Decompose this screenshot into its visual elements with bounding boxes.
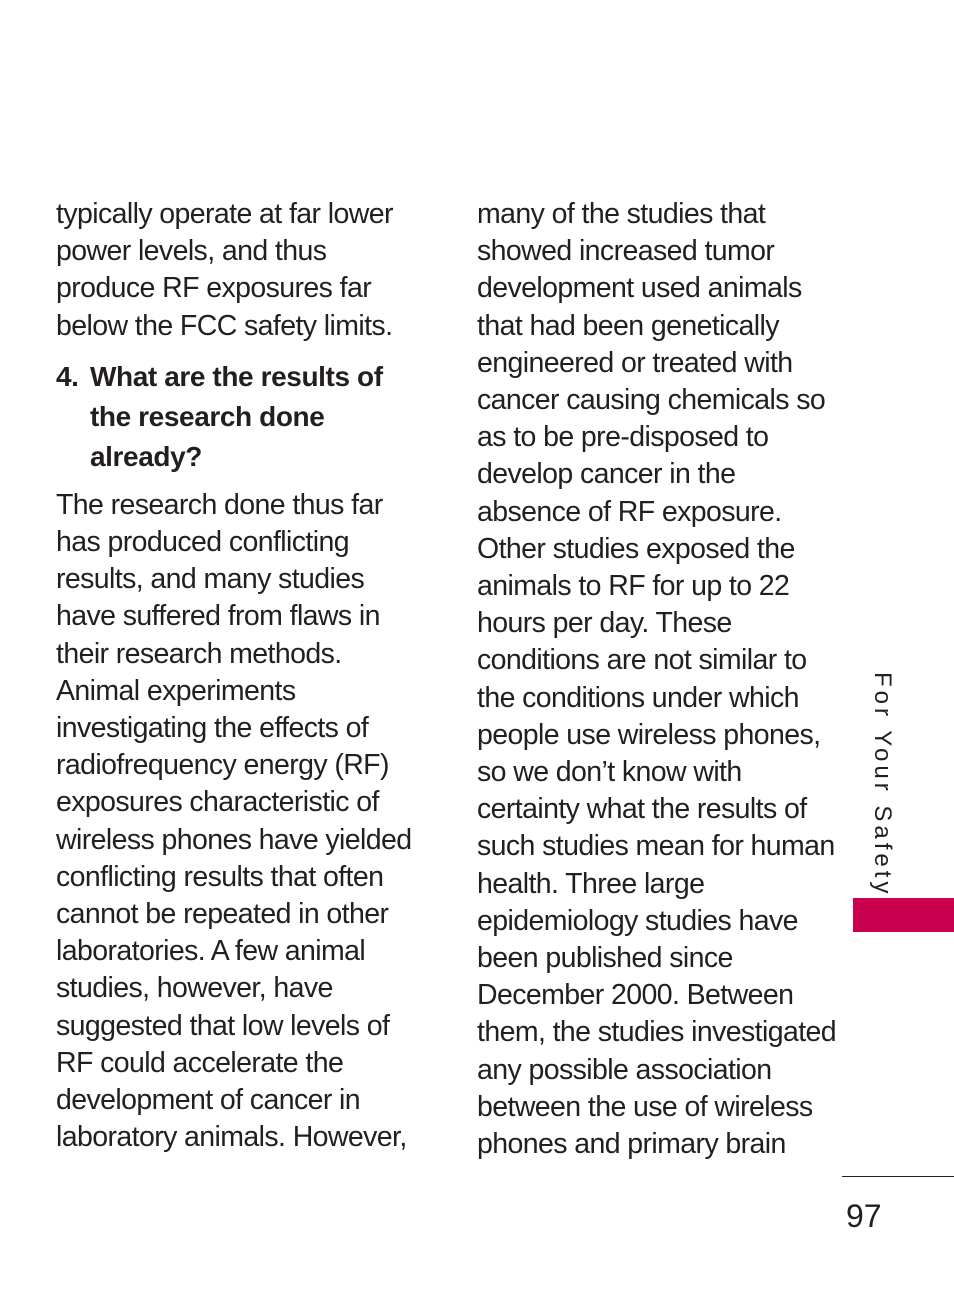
question-number: 4. — [56, 360, 79, 392]
right-column — [477, 196, 857, 1163]
answer-paragraph: The research done thus far has produced conflicting results, and many studies have suffered from flaws in their research methods. Animal experiments investigating the effects of radiofrequency energy (RF) exposures characteristic of wireless phones have yielded conflicting results that often cannot be repeated in other laboratories. A few animal studies, however, have suggested that low levels of RF could accelerate the development of cancer in laboratory animals. However, — [56, 488, 412, 1154]
page-number: 97 — [846, 1198, 882, 1234]
section-tab-marker — [853, 898, 954, 932]
section-tab-label: For Your Safety — [869, 672, 896, 898]
footer-divider — [842, 1176, 954, 1177]
continued-paragraph: many of the studies that showed increased tumor development used animals that had been genetically engineered or treated with cancer causing chemicals so as to be pre-disposed to develop cancer in the absence of RF exposure. Other studies exposed the animals to RF for up to 22 hours per day. These conditions are not similar to the conditions under which people use wireless phones, so we don’t know with certainty what the results of such studies mean for human health. Three large epidemiology studies have been published since December 2000. Between them, the studies investigated any possible association between the use of wireless phones and primary brain — [477, 198, 837, 1161]
question-heading — [56, 357, 436, 477]
question-text: What are the results of the research done already? — [90, 360, 383, 472]
intro-paragraph: typically operate at far lower power levels, and thus produce RF exposures far below the FCC safety limits. — [56, 198, 393, 342]
left-column — [56, 196, 436, 1156]
